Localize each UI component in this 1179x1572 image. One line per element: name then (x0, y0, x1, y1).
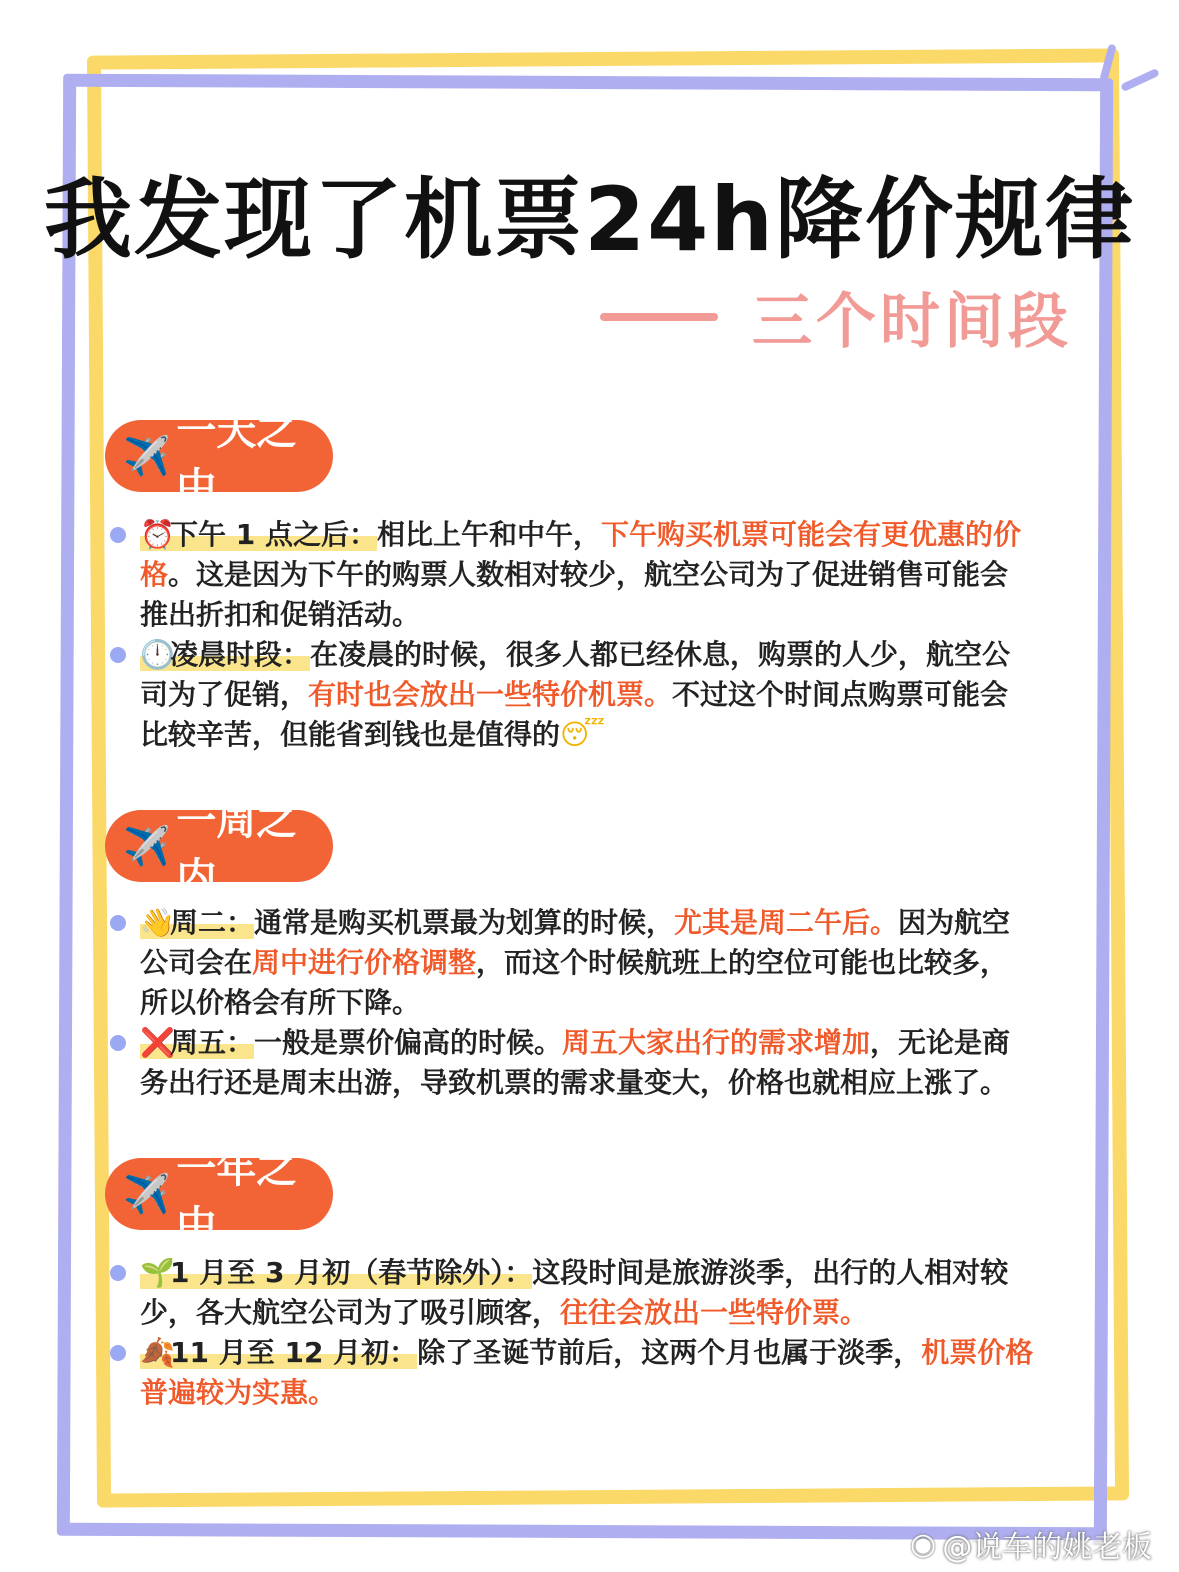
item-emphasis: 周五大家出行的需求增加 (562, 1026, 871, 1059)
subtitle (600, 282, 1072, 357)
watermark (910, 1522, 1152, 1566)
item-label-highlight (140, 518, 377, 551)
section-heading-day (105, 408, 333, 511)
item-line (108, 595, 1058, 635)
cross-mark-icon: ❌ (140, 1026, 175, 1059)
item-line (108, 1063, 1058, 1103)
item-line (108, 983, 1058, 1023)
clock-icon: 🕛 (140, 638, 175, 671)
page-title: 我发现了机票24h降价规律 (43, 168, 1136, 271)
item-label: 下午 1 点之后： (170, 518, 377, 551)
item-emphasis: 周中进行价格调整 (252, 946, 477, 979)
waving-hand-icon: 👋 (140, 906, 175, 939)
item-line (108, 1293, 1058, 1333)
item-text: 这段时间是旅游淡季，出行的人相对较 (532, 1256, 1009, 1289)
item-text: 所以价格会有所下降。 (140, 986, 421, 1019)
item-label-highlight (140, 1026, 254, 1059)
item-text: 少，各大航空公司为了吸引顾客， (140, 1296, 561, 1329)
item-label: 1 月至 3 月初（春节除外）： (170, 1256, 533, 1289)
item-text: 务出行还是周末出游，导致机票的需求量变大，价格也就相应上涨了。 (140, 1066, 1009, 1099)
item-emphasis: 往往会放出一些特价票。 (560, 1296, 869, 1329)
section-heading-week (105, 798, 333, 901)
list-item (108, 515, 1058, 635)
item-text: 通常是购买机票最为划算的时候， (254, 906, 675, 939)
airplane-icon: ✈️ (123, 1171, 171, 1216)
item-line (108, 1373, 1058, 1413)
item-label: 周二： (170, 906, 255, 939)
item-text: 在凌晨的时候，很多人都已经休息，购票的人少，航空公 (310, 638, 1011, 671)
subtitle-dash (600, 313, 718, 321)
item-text: 推出折扣和促销活动。 (140, 598, 421, 631)
item-label-highlight (140, 1336, 417, 1369)
item-line (108, 555, 1058, 595)
alarm-clock-icon: ⏰ (140, 518, 175, 551)
item-label: 周五： (170, 1026, 255, 1059)
item-emphasis: 有时也会放出一些特价机票。 (308, 678, 673, 711)
list-item (108, 1253, 1058, 1333)
list-item (108, 1023, 1058, 1103)
item-line (108, 515, 1058, 555)
item-line (108, 1333, 1058, 1373)
item-text: 因为航空 (898, 906, 1011, 939)
bullet-dot (110, 915, 126, 931)
bullet-dot (110, 1035, 126, 1051)
item-line (108, 715, 1058, 755)
item-emphasis: 尤其是周二午后。 (674, 906, 899, 939)
item-text: 一般是票价偏高的时候。 (254, 1026, 563, 1059)
seedling-icon: 🌱 (140, 1256, 175, 1289)
item-emphasis: 机票价格 (921, 1336, 1034, 1369)
section-heading-year (105, 1146, 333, 1249)
airplane-icon: ✈️ (123, 433, 171, 478)
bullet-dot (110, 1265, 126, 1281)
item-label: 凌晨时段： (170, 638, 311, 671)
item-label-highlight (140, 906, 254, 939)
item-text: 不过这个时间点购票可能会 (672, 678, 1009, 711)
item-line (108, 903, 1058, 943)
item-line (108, 1023, 1058, 1063)
item-text: 相比上午和中午， (376, 518, 601, 551)
item-text: 。这是因为下午的购票人数相对较少，航空公司为了促进销售可能会 (168, 558, 1009, 591)
item-text: ，无论是商 (870, 1026, 1011, 1059)
item-line (108, 1253, 1058, 1293)
item-text: 公司会在 (140, 946, 253, 979)
list-item (108, 903, 1058, 1023)
item-label: 11 月至 12 月初： (170, 1336, 418, 1369)
item-label-highlight (140, 1256, 532, 1289)
fallen-leaf-icon: 🍂 (140, 1336, 175, 1369)
item-line (108, 635, 1058, 675)
item-line (108, 943, 1058, 983)
bullet-dot (110, 647, 126, 663)
weibo-logo-icon: ◉ (910, 1526, 937, 1562)
list-item (108, 635, 1058, 755)
list-item (108, 1333, 1058, 1413)
item-label-highlight (140, 638, 310, 671)
watermark-handle: @说车的姚老板 (942, 1530, 1153, 1565)
item-emphasis: 格 (140, 558, 169, 591)
subtitle-text: 三个时间段 (752, 287, 1072, 357)
airplane-icon: ✈️ (123, 823, 171, 868)
section-heading-label: 一周之内 (176, 798, 297, 901)
sleeping-face-icon: 😴 (560, 718, 605, 751)
item-text: ，而这个时候航班上的空位可能也比较多， (476, 946, 1009, 979)
item-text: 除了圣诞节前后，这两个月也属于淡季， (417, 1336, 922, 1369)
item-emphasis: 下午购买机票可能会有更优惠的价 (601, 518, 1022, 551)
bullet-dot (110, 527, 126, 543)
section-heading-label: 一天之中 (176, 408, 297, 511)
item-text: 司为了促销， (140, 678, 309, 711)
item-text: 比较辛苦，但能省到钱也是值得的 (140, 718, 561, 751)
item-line (108, 675, 1058, 715)
bullet-dot (110, 1345, 126, 1361)
corner-stroke-side (1120, 68, 1160, 92)
section-heading-label: 一年之中 (176, 1146, 297, 1249)
item-emphasis: 普遍较为实惠。 (140, 1376, 337, 1409)
